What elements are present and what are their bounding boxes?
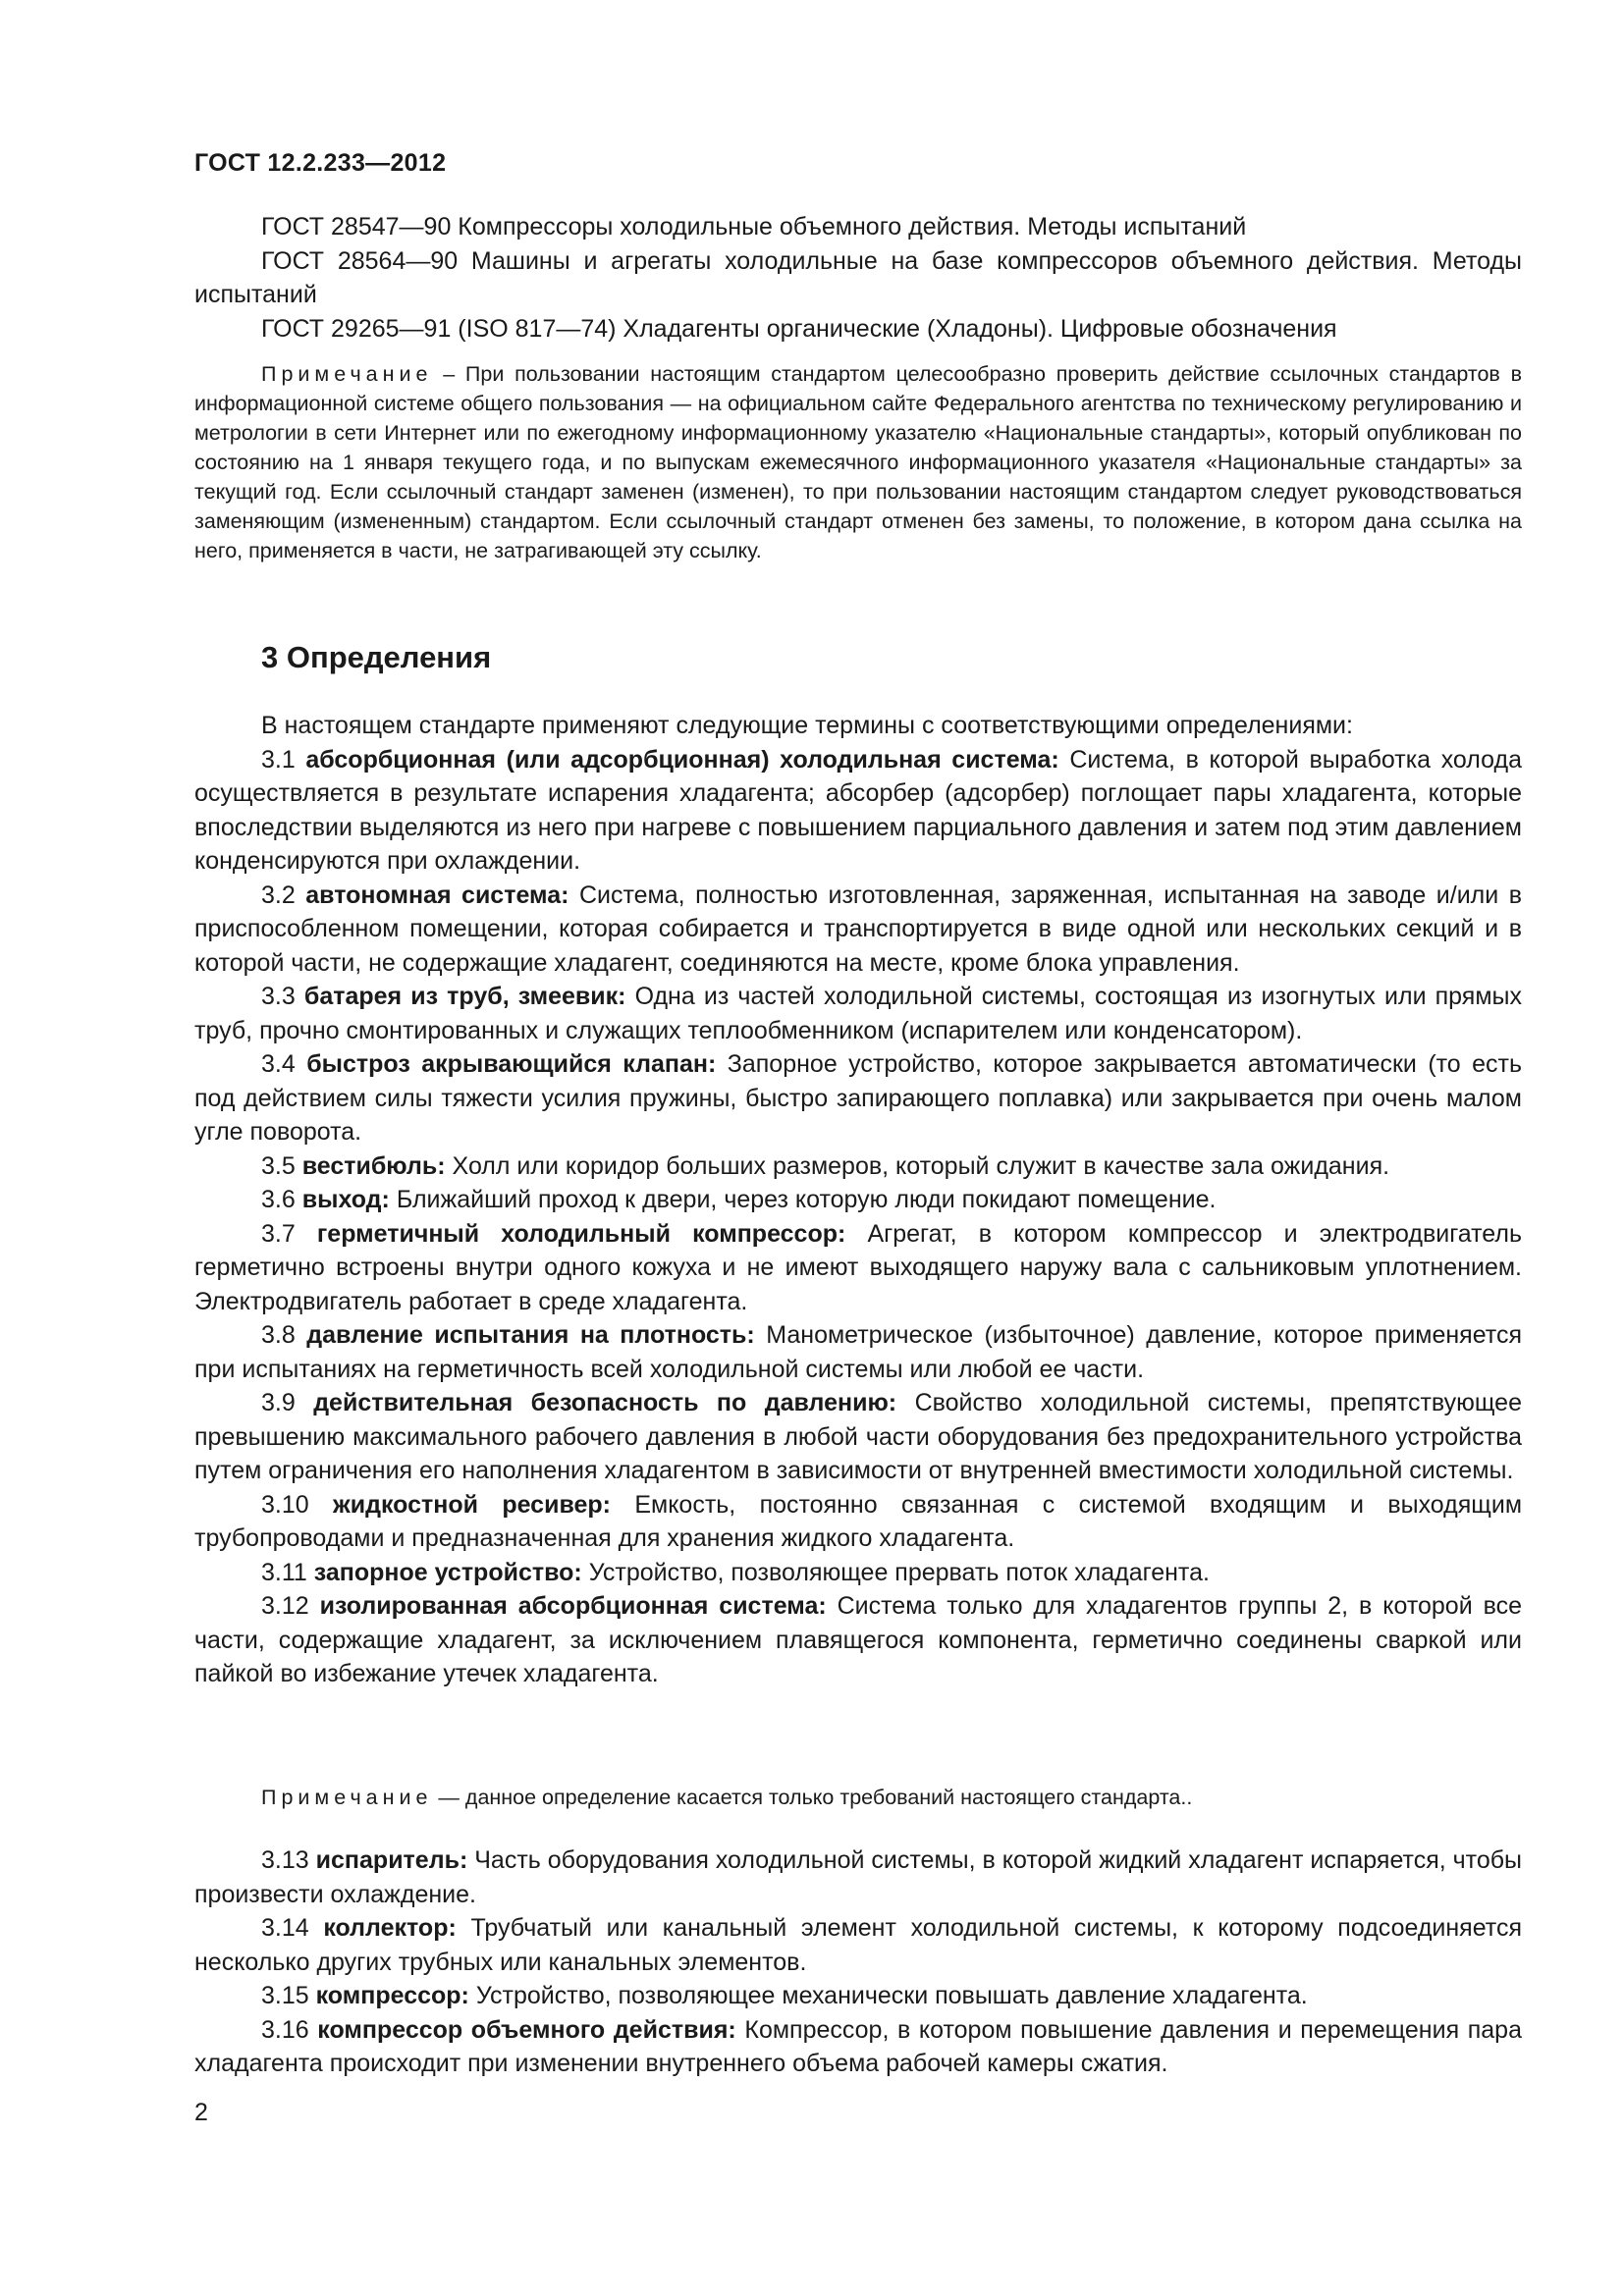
definition-text: Устройство, позволяющее механически повышать давление хладагента. [475, 1982, 1308, 2009]
definition-term: вестибюль: [301, 1151, 446, 1180]
definition-number: 3.8 [261, 1321, 296, 1349]
definition-item [194, 1589, 1522, 1691]
definition-term: автономная система: [305, 881, 569, 909]
section-heading: 3 Определения [261, 640, 492, 674]
definition-term: жидкостной ресивер: [333, 1490, 611, 1519]
definition-term: герметичный холодильный компрессор: [316, 1219, 846, 1248]
definition-number: 3.16 [261, 2015, 309, 2044]
note-text: — данное определение касается только требований настоящего стандарта.. [432, 1786, 1193, 1809]
definition-item [194, 1556, 1522, 1590]
definition-text: Запорное устройство, которое закрывается автоматически (то есть под действием силы тяжести усилия пружины, быстро запирающего поплавка) или закрывается при очень малом угле поворота. [194, 1050, 1523, 1146]
definition-item [194, 879, 1522, 981]
definition-term: давление испытания на плотность: [306, 1321, 755, 1349]
definition-text: Холл или коридор больших размеров, который служит в качестве зала ожидания. [452, 1151, 1390, 1180]
definition-term: компрессор объемного действия: [317, 2015, 736, 2044]
definition-number: 3.15 [261, 1982, 309, 2009]
definition-number: 3.6 [261, 1186, 296, 1213]
definition-text: Агрегат, в котором компрессор и электродвигатель герметично встроены внутри одного кожуха и не имеют выходящего наружу вала с сальниковым уплотнением. Электродвигатель работает в среде хладагента. [194, 1219, 1522, 1315]
definition-number: 3.12 [261, 1592, 309, 1620]
definition-note [261, 1783, 1192, 1812]
definition-item [194, 1318, 1522, 1386]
definition-item [194, 980, 1522, 1047]
definition-item [194, 1047, 1522, 1149]
definition-term: батарея из труб, змеевик: [303, 983, 626, 1010]
note-label: Примечание [261, 362, 433, 386]
definition-item [194, 1183, 1522, 1217]
definition-term: выход: [301, 1186, 390, 1213]
note-text: – При пользовании настоящим стандартом целесообразно проверить действие ссылочных стандартов в информационной системе общего пользования — на официальном сайте Федерального агентства по техническому регулированию и метрологии в сети Интернет или по ежегодному информационному указателю «Национальные стандарты», который опубликован по состоянию на 1 января текущего года, и по выпускам ежемесячного информационного указателя «Национальные стандарты» за текущий год. Если ссылочный стандарт заменен (изменен), то при пользовании настоящим стандартом следует руководствоваться заменяющим (измененным) стандартом. Если ссылочный стандарт отменен без замены, то положение, в котором дана ссылка на него, применяется в части, не затрагивающей эту ссылку. [194, 362, 1522, 562]
definition-number: 3.4 [261, 1050, 296, 1078]
definition-number: 3.1 [261, 745, 296, 774]
definitions-list-continued [194, 1843, 1522, 2081]
definition-number: 3.3 [261, 983, 296, 1010]
definition-item [194, 1386, 1522, 1488]
definition-item [194, 1911, 1522, 1979]
definition-number: 3.10 [261, 1490, 309, 1519]
definition-term: изолированная абсорбционная система: [319, 1592, 827, 1620]
definition-item [194, 2013, 1522, 2081]
definition-text: Трубчатый или канальный элемент холодильной системы, к которому подсоединяется несколько других трубных или канальных элементов. [194, 1914, 1523, 1976]
definition-item [194, 1843, 1522, 1911]
definition-item [194, 1979, 1522, 2013]
definition-text: Свойство холодильной системы, препятствующее превышению максимального рабочего давления в любой части оборудования без предохранительного устройства путем ограничения его наполнения хладагентом в зависимости от внутренней вместимости холодильной системы. [194, 1389, 1522, 1484]
definition-item [194, 1488, 1522, 1556]
definition-text: Емкость, постоянно связанная с системой входящим и выходящим трубопроводами и предназначенная для хранения жидкого хладагента. [194, 1490, 1523, 1552]
definition-number: 3.11 [261, 1558, 307, 1586]
definition-text: Манометрическое (избыточное) давление, которое применяется при испытаниях на герметичность всей холодильной системы или любой ее части. [194, 1321, 1523, 1383]
definition-term: коллектор: [323, 1914, 457, 1942]
definitions-list [194, 709, 1522, 1691]
definition-number: 3.13 [261, 1846, 309, 1874]
section-intro: В настоящем стандарте применяют следующие термины с соответствующими определениями: [261, 712, 1353, 739]
definition-number: 3.14 [261, 1914, 309, 1942]
definition-item [194, 1149, 1522, 1184]
definition-text: Одна из частей холодильной системы, состоящая из изогнутых или прямых труб, прочно смонтированных и служащих теплообменником (испарителем или конденсатором). [194, 983, 1522, 1044]
definition-text: Компрессор, в котором повышение давления и перемещения пара хладагента происходит при изменении внутреннего объема рабочей камеры сжатия. [194, 2015, 1522, 2077]
definition-text: Ближайший проход к двери, через которую люди покидают помещение. [396, 1186, 1217, 1213]
reference-item: ГОСТ 28564—90 Машины и агрегаты холодильные на базе компрессоров объемного действия. Методы испытаний [194, 246, 1522, 308]
document-header-title: ГОСТ 12.2.233—2012 [194, 149, 447, 177]
definition-text: Система, в которой выработка холода осуществляется в результате испарения хладагента; абсорбер (адсорбер) поглощает пары хладагента, которые впоследствии выделяются из него при нагреве с повышением парциального давления и затем под этим давлением конденсируются при охлаждении. [194, 745, 1522, 875]
normative-references [194, 210, 1522, 346]
definition-term: запорное устройство: [313, 1558, 582, 1586]
definition-term: компрессор: [315, 1982, 469, 2009]
definition-term: быстроз акрывающийся клапан: [306, 1050, 717, 1078]
reference-item: ГОСТ 28547—90 Компрессоры холодильные объемного действия. Методы испытаний [261, 213, 1247, 240]
definition-number: 3.2 [261, 881, 296, 909]
definition-text: Система только для хладагентов группы 2, в которой все части, содержащие хладагент, за исключением плавящегося компонента, герметично соединены сваркой или пайкой во избежание утечек хладагента. [194, 1592, 1522, 1687]
definition-text: Устройство, позволяющее прервать поток хладагента. [588, 1558, 1210, 1586]
definition-text: Часть оборудования холодильной системы, в которой жидкий хладагент испаряется, чтобы произвести охлаждение. [194, 1846, 1523, 1908]
reference-item: ГОСТ 29265—91 (ISO 817—74) Хладагенты органические (Хладоны). Цифровые обозначения [261, 314, 1337, 343]
definition-number: 3.5 [261, 1151, 296, 1180]
definition-number: 3.9 [261, 1389, 296, 1416]
definition-item [194, 1217, 1522, 1319]
note-label: Примечание [261, 1786, 433, 1809]
definition-text: Система, полностью изготовленная, заряженная, испытанная на заводе и/или в приспособленном помещении, которая собирается и транспортируется в виде одной или нескольких секций и в которой части, не содержащие хладагент, соединяются на месте, кроме блока управления. [194, 881, 1523, 977]
definition-item [194, 743, 1522, 879]
page-number: 2 [194, 2099, 208, 2126]
definition-term: действительная безопасность по давлению: [313, 1389, 897, 1416]
definition-term: абсорбционная (или адсорбционная) холодильная система: [305, 745, 1059, 774]
definition-term: испаритель: [315, 1846, 468, 1874]
definition-number: 3.7 [261, 1219, 296, 1248]
note-paragraph [194, 359, 1522, 565]
